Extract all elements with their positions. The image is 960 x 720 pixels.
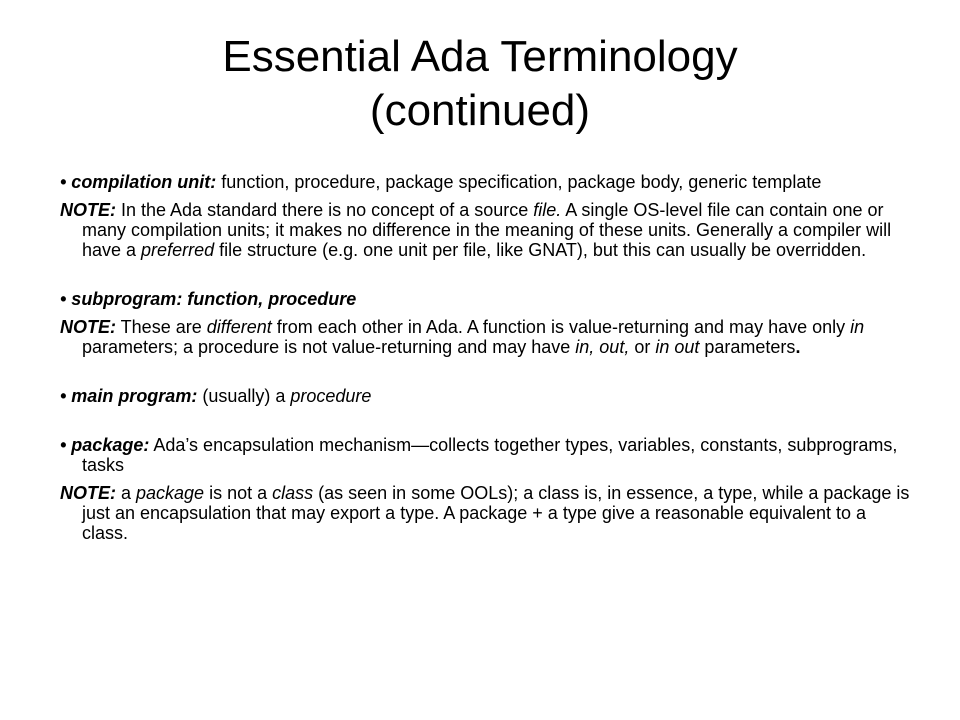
note-subprogram	[60, 317, 910, 357]
note-text: parameters; a procedure is not value-returning and may have	[82, 337, 576, 357]
note-text: is not a	[204, 483, 273, 503]
title-line-2: (continued)	[369, 86, 591, 135]
slide-title	[60, 30, 900, 138]
note-text: or	[629, 337, 656, 357]
note-emphasis: in, out,	[575, 337, 630, 357]
text-compilation-unit: function, procedure, package specification, package body, generic template	[216, 172, 822, 192]
term-compilation-unit: • compilation unit:	[60, 172, 217, 192]
text-package: Ada’s encapsulation mechanism—collects together types, variables, constants, subprograms, tasks	[82, 435, 898, 475]
note-text: These are	[116, 317, 207, 337]
emphasis-procedure: procedure	[290, 386, 372, 406]
bullet-subprogram	[60, 289, 910, 309]
term-subprogram: • subprogram: function, procedure	[60, 289, 357, 309]
slide-body	[60, 172, 910, 551]
note-text: file structure (e.g. one unit per file, like GNAT), but this can usually be overridden.	[214, 240, 867, 260]
note-emphasis: file.	[533, 200, 562, 220]
text-main-program: (usually) a	[197, 386, 291, 406]
note-text: a	[116, 483, 137, 503]
note-text: (as seen in some OOLs); a class is, in essence, a type, while a package is just an encapsulation that may export a type. A package + a type give a reasonable equivalent to a class.	[82, 483, 910, 543]
bullet-package	[60, 435, 910, 475]
term-package: • package:	[60, 435, 150, 455]
note-package	[60, 483, 910, 543]
note-emphasis: in	[850, 317, 865, 337]
bullet-main-program	[60, 386, 910, 406]
note-emphasis: class	[272, 483, 314, 503]
note-emphasis: package	[136, 483, 205, 503]
note-label: NOTE:	[60, 317, 116, 337]
note-compilation-unit	[60, 200, 910, 260]
note-text: A single OS-level file can contain one or many compilation units; it makes no difference in the meaning of these units. Generally a compiler will have a	[82, 200, 892, 260]
note-emphasis: different	[206, 317, 272, 337]
term-main-program: • main program:	[60, 386, 198, 406]
note-text: parameters	[699, 337, 796, 357]
note-emphasis: preferred	[141, 240, 215, 260]
note-emphasis: in out	[655, 337, 700, 357]
note-text: from each other in Ada. A function is value-returning and may have only	[271, 317, 851, 337]
title-line-1: Essential Ada Terminology	[222, 32, 738, 81]
note-period: .	[795, 337, 801, 357]
note-text: In the Ada standard there is no concept of a source	[116, 200, 534, 220]
note-label: NOTE:	[60, 200, 116, 220]
bullet-compilation-unit	[60, 172, 910, 192]
note-label: NOTE:	[60, 483, 116, 503]
